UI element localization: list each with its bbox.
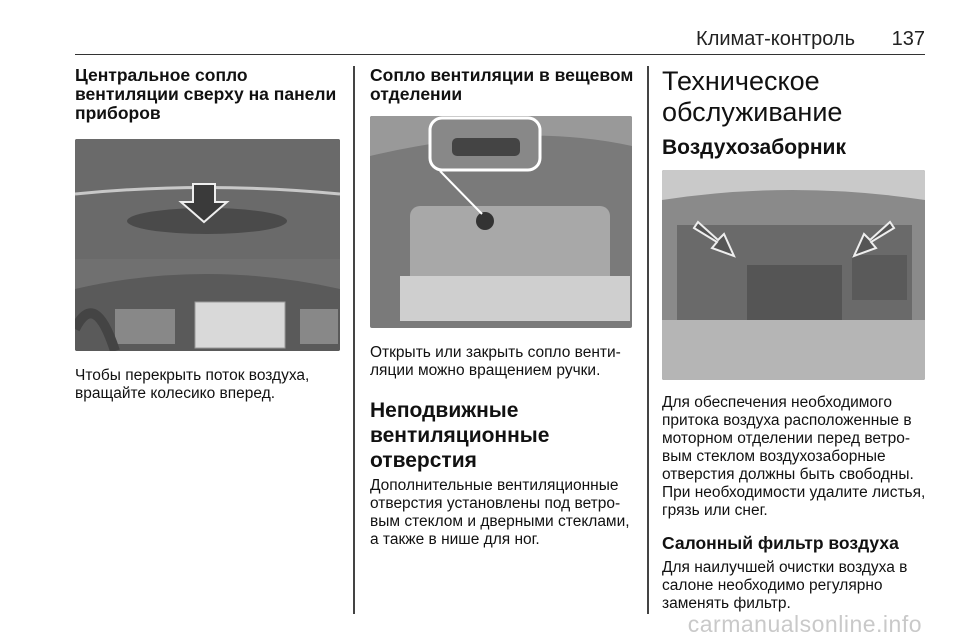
page-number: 137 <box>891 28 925 50</box>
dashboard-vent-illustration <box>75 139 340 351</box>
watermark: carmanualsonline.info <box>687 611 922 637</box>
section-heading: Неподвижные вентиляционные отверстия <box>370 399 550 472</box>
paragraph: Для обеспечения необходимого притока воздуха расположенные в моторном отделении перед ветро-вым стеклом воздухозаборные отверстия должны быть свободны. При необходимости удалите листья, грязь или снег. <box>662 394 926 519</box>
page-header <box>75 26 925 55</box>
column-divider <box>647 66 649 614</box>
column-1 <box>75 66 340 403</box>
paragraph: Дополнительные вентиляционные отверстия установлены под ветро-вым стеклом и дверными стеклами, а также в нише для ног. <box>370 477 630 548</box>
subsection-heading: Салонный фильтр воздуха <box>662 533 899 553</box>
figure-caption: Чтобы перекрыть поток воздуха, вращайте колесико вперед. <box>75 367 310 402</box>
column-divider <box>353 66 355 614</box>
engine-bay-illustration <box>662 170 925 380</box>
section-heading: Воздухозаборник <box>662 136 846 159</box>
running-title: Климат-контроль <box>696 28 855 50</box>
section-heading: Центральное сопло вентиляции сверху на панели приборов <box>75 65 337 123</box>
chapter-title: Техническое обслуживание <box>662 66 843 127</box>
glovebox-vent-illustration <box>370 116 632 328</box>
figure-caption: Открыть или закрыть сопло венти-ляции можно вращением ручки. <box>370 344 621 379</box>
column-3 <box>662 66 927 613</box>
section-heading: Сопло вентиляции в вещевом отделении <box>370 65 634 104</box>
paragraph: Для наилучшей очистки воздуха в салоне необходимо регулярно заменять фильтр. <box>662 559 908 612</box>
column-2 <box>370 66 635 549</box>
